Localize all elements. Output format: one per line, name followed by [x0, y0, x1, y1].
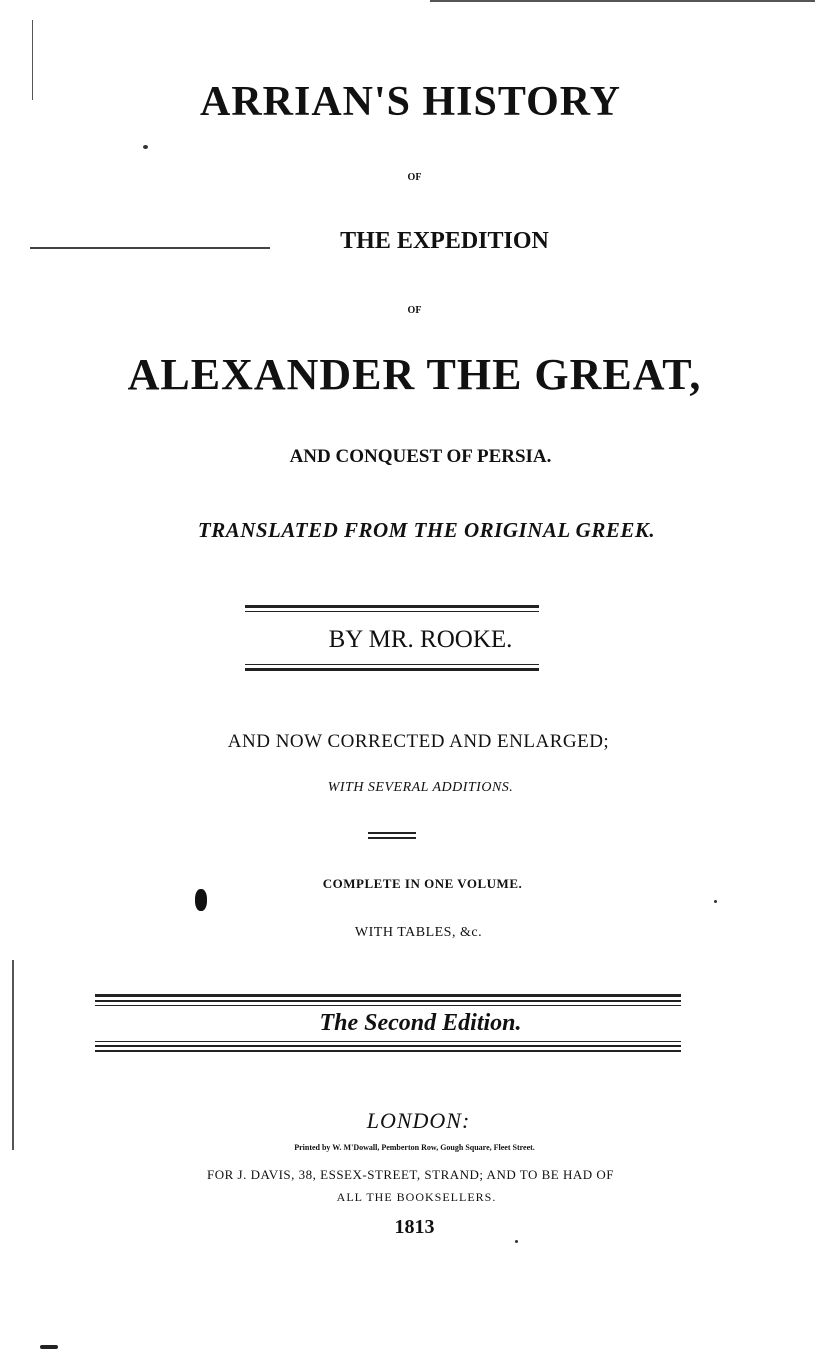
title-line-4: AND CONQUEST OF PERSIA. [289, 446, 552, 467]
edition-line: The Second Edition. [319, 1010, 522, 1036]
title-line-1: ARRIAN'S HISTORY [199, 79, 621, 125]
edition-rule-top-2 [95, 1000, 681, 1002]
imprint-publisher: FOR J. DAVIS, 38, ESSEX-STREET, STRAND; AND TO BE HAD OF [207, 1167, 614, 1182]
rule-top-thin [245, 611, 539, 612]
imprint-place: LONDON: [366, 1108, 471, 1133]
title-of-1: OF [407, 172, 422, 183]
title-line-3: ALEXANDER THE GREAT, [127, 350, 702, 399]
short-rule-2 [368, 837, 416, 839]
author-line: BY MR. ROOKE. [328, 626, 513, 653]
additions-line: WITH SEVERAL ADDITIONS. [327, 780, 514, 795]
speck [40, 1345, 58, 1349]
speck [143, 145, 148, 149]
speck [714, 900, 717, 903]
tables-line: WITH TABLES, &c. [354, 925, 483, 940]
volume-line: COMPLETE IN ONE VOLUME. [322, 876, 523, 891]
edition-rule-top-3 [95, 1005, 681, 1006]
edition-rule-bottom-3 [95, 1050, 681, 1052]
corrected-line: AND NOW CORRECTED AND ENLARGED; [227, 731, 610, 752]
edition-rule-bottom-1 [95, 1041, 681, 1042]
rule-top-thick [245, 605, 539, 608]
edition-rule-top-1 [95, 994, 681, 997]
rule-bottom-thick [245, 668, 539, 671]
translated-line: TRANSLATED FROM THE ORIGINAL GREEK. [197, 518, 656, 542]
page-edge-top [430, 0, 815, 2]
imprint-year: 1813 [394, 1216, 435, 1238]
imprint-printer: Printed by W. M'Dowall, Pemberton Row, Gough Square, Fleet Street. [294, 1143, 535, 1152]
speck [515, 1240, 518, 1243]
ink-blot [195, 889, 207, 911]
title-line-2: THE EXPEDITION [340, 228, 549, 254]
imprint-sellers: ALL THE BOOKSELLERS. [336, 1190, 497, 1204]
title-of-2: OF [407, 305, 422, 316]
short-rule-1 [368, 832, 416, 834]
rule-bottom-thin [245, 664, 539, 665]
edition-rule-bottom-2 [95, 1045, 681, 1047]
